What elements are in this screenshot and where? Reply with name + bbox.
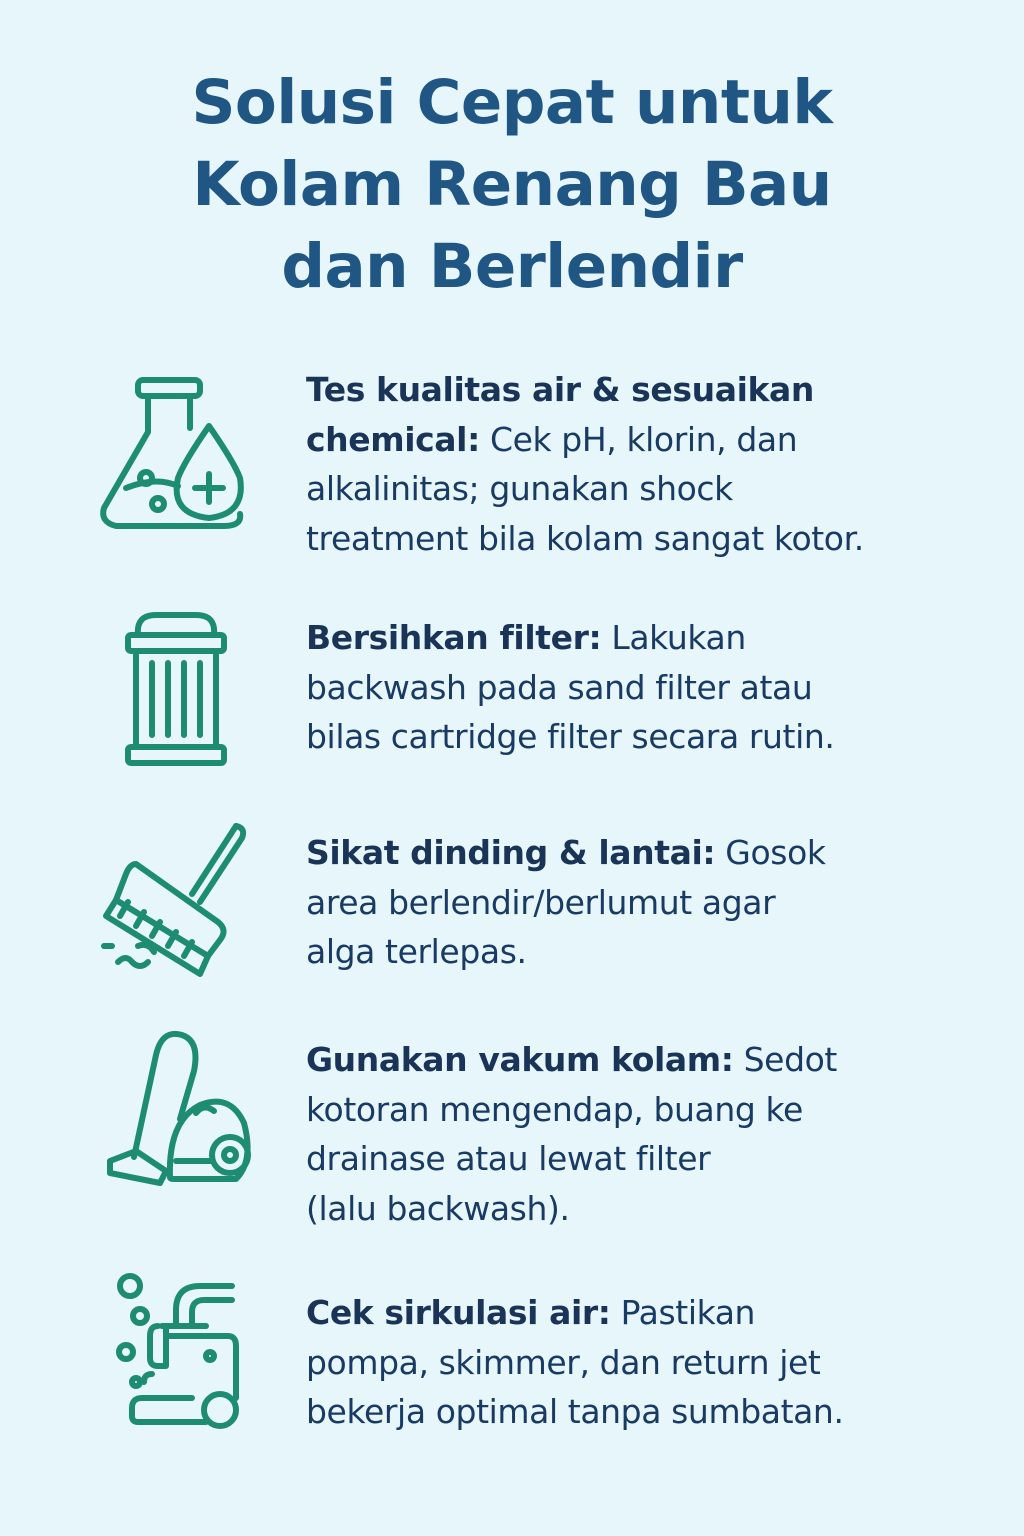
item-text: [306, 365, 1006, 563]
item-body-line: bekerja optimal tanpa sumbatan.: [306, 1392, 844, 1431]
item-body-line: kotoran mengendap, buang ke: [306, 1089, 803, 1129]
flask-droplet-icon: [96, 370, 256, 540]
item-text: [306, 828, 1006, 977]
page-title: [0, 62, 1024, 308]
item-heading: Gunakan vakum kolam:: [306, 1040, 734, 1079]
item-body-line: bilas cartridge filter secara rutin.: [306, 717, 835, 756]
scrub-brush-icon: [96, 814, 256, 984]
pump-circulation-icon: [96, 1266, 256, 1436]
title-line-2: Kolam Renang Bau: [192, 149, 832, 220]
item-body-line: backwash pada sand filter atau: [306, 667, 813, 707]
item-body: Pastikan: [610, 1293, 756, 1332]
item-body-line: alkalinitas; gunakan shock: [306, 469, 733, 508]
item-heading: Sikat dinding & lantai:: [306, 833, 716, 872]
item-body-line: alga terlepas.: [306, 932, 527, 971]
item-body-line: treatment bila kolam sangat kotor.: [306, 518, 864, 558]
item-body: Cek pH, klorin, dan: [479, 419, 798, 459]
item-text: [306, 1288, 1006, 1437]
item-body: Sedot: [733, 1040, 837, 1079]
item-body: Lakukan: [601, 618, 746, 657]
item-body-line: area berlendir/berlumut agar: [306, 882, 776, 922]
item-heading: Cek sirkulasi air:: [306, 1293, 611, 1332]
item-heading-cont: chemical:: [306, 419, 480, 459]
item-body-line: pompa, skimmer, dan return jet: [306, 1342, 821, 1382]
item-body-line: drainase atau lewat filter: [306, 1139, 711, 1178]
item-text: [306, 1035, 1006, 1233]
item-text: [306, 613, 1006, 762]
pool-vacuum-icon: [96, 1021, 256, 1191]
item-heading: Tes kualitas air & sesuaikan: [306, 370, 815, 409]
item-heading: Bersihkan filter:: [306, 618, 602, 657]
title-line-3: dan Berlendir: [281, 231, 743, 302]
filter-cartridge-icon: [96, 607, 256, 777]
item-body-line: (lalu backwash).: [306, 1188, 570, 1228]
item-body: Gosok: [715, 833, 826, 872]
title-line-1: Solusi Cepat untuk: [191, 67, 833, 138]
